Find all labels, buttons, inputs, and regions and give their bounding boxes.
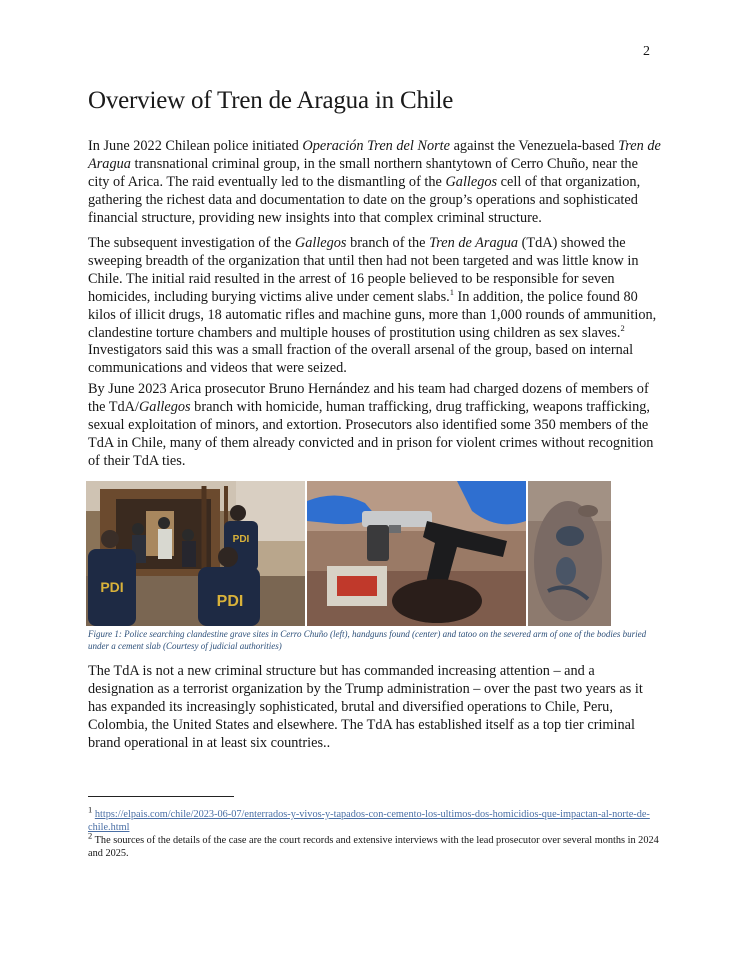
footnote-1 bbox=[88, 804, 668, 834]
p3-text-1: By June 2023 Arica prosecutor Bruno Hernández and his team had charged dozens of members of the TdA/ bbox=[88, 381, 649, 415]
p1-text-2: against the Venezuela-based bbox=[450, 138, 619, 154]
p1-text-3: transnational criminal group, in the small northern shantytown of Cerro Chuño, near the city of Arica. The raid eventually led to the dismantling of the bbox=[88, 155, 638, 190]
p2-emphasis-gallegos: Gallegos bbox=[294, 235, 347, 251]
footnote-2-mark: 2 bbox=[88, 830, 93, 841]
footnote-divider bbox=[88, 796, 234, 797]
p3-text-2: branch with homicide, human trafficking, drug trafficking, weapons trafficking, sexual exploitation of minors, and extortion. Prosecutors also identified some 350 members of the TdA in Chile, many of them already convicted and in prison for violent crimes without recognition of their TdA ties. bbox=[88, 398, 654, 469]
footnote-1-link[interactable]: https://elpais.com/chile/2023-06-07/enterrados-y-vivos-y-tapados-con-cemento-los-ultimos-dos-homicidios-que-impactan-al-norte-de-chile.html bbox=[88, 809, 650, 833]
footnote-1-mark: 1 bbox=[88, 804, 93, 815]
p1-text-4: cell of that organization, gathering the richest data and documentation to date on the group’s operations and sophisticated financial structure, providing new insights into that complex criminal structure. bbox=[88, 173, 641, 226]
paragraph-3 bbox=[88, 381, 662, 471]
p2-text-2: branch of the bbox=[346, 235, 430, 251]
vest-label-left: PDI bbox=[100, 579, 124, 595]
handguns-image bbox=[307, 481, 526, 626]
p4-text-1: The TdA is not a new criminal structure but has commanded increasing attention – and a designation as a terrorist organization by the Trump administration – over the past two years as it has expanded its increasingly sophisticated, brutal and diversified operations to Chile, Peru, Colombia, the United States and elsewhere. The TdA has established itself as a top tier criminal brand operational in at least six countries.. bbox=[88, 663, 643, 751]
paragraph-1 bbox=[88, 138, 662, 228]
vest-label-front: PDI bbox=[216, 593, 244, 610]
photo-police-search bbox=[86, 481, 305, 626]
p2-text-3: (TdA) showed the sweeping breadth of the organization that until then had not been targeted and was little know in Chile. The initial raid resulted in the arrest of 16 people believed to be responsible for seven homicides, including burying victims alive under cement slabs. bbox=[88, 235, 639, 305]
p1-emphasis-tren-de-aragua: Tren de Aragua bbox=[88, 138, 661, 172]
p2-text-4: In addition, the police found 80 kilos of illicit drugs, 18 automatic rifles and machine guns, more than 1,000 rounds of ammunition, clandestine torture chambers and multiple houses of prostitution using children as sex slaves. bbox=[88, 288, 657, 341]
paragraph-4 bbox=[88, 663, 662, 753]
photo-tattoo bbox=[528, 481, 611, 626]
police-search-image bbox=[86, 481, 305, 626]
tattoo-image bbox=[528, 481, 611, 626]
footnote-ref-2[interactable]: 2 bbox=[620, 322, 625, 333]
page-title: Overview of Tren de Aragua in Chile bbox=[88, 87, 454, 114]
p2-text-5: Investigators said this was a small fraction of the overall arsenal of the group, based on internal communications and videos that were seized. bbox=[88, 342, 634, 377]
p1-emphasis-operation: Operación Tren del Norte bbox=[302, 138, 450, 154]
p3-emphasis-gallegos: Gallegos bbox=[138, 398, 191, 415]
p2-text-1: The subsequent investigation of the bbox=[88, 235, 295, 251]
p2-emphasis-tren-de-aragua: Tren de Aragua bbox=[429, 235, 519, 251]
footnote-ref-1[interactable]: 1 bbox=[449, 286, 454, 297]
footnote-2 bbox=[88, 830, 668, 860]
p1-emphasis-gallegos: Gallegos bbox=[445, 173, 498, 190]
p1-text-1: In June 2022 Chilean police initiated bbox=[88, 138, 303, 154]
footnote-2-text: The sources of the details of the case are the court records and extensive interviews with the lead prosecutor over several months in 2024 and 2025. bbox=[88, 835, 659, 859]
vest-label-back: PDI bbox=[232, 534, 250, 545]
paragraph-2 bbox=[88, 235, 662, 378]
figure-caption: Figure 1: Police searching clandestine grave sites in Cerro Chuño (left), handguns found (center) and tatoo on the severed arm of one of the bodies buried under a cement slab (Courtesy of judicial authorities) bbox=[88, 629, 647, 651]
page-number: 2 bbox=[643, 44, 650, 59]
figure-1 bbox=[86, 481, 611, 626]
photo-handguns bbox=[307, 481, 526, 626]
